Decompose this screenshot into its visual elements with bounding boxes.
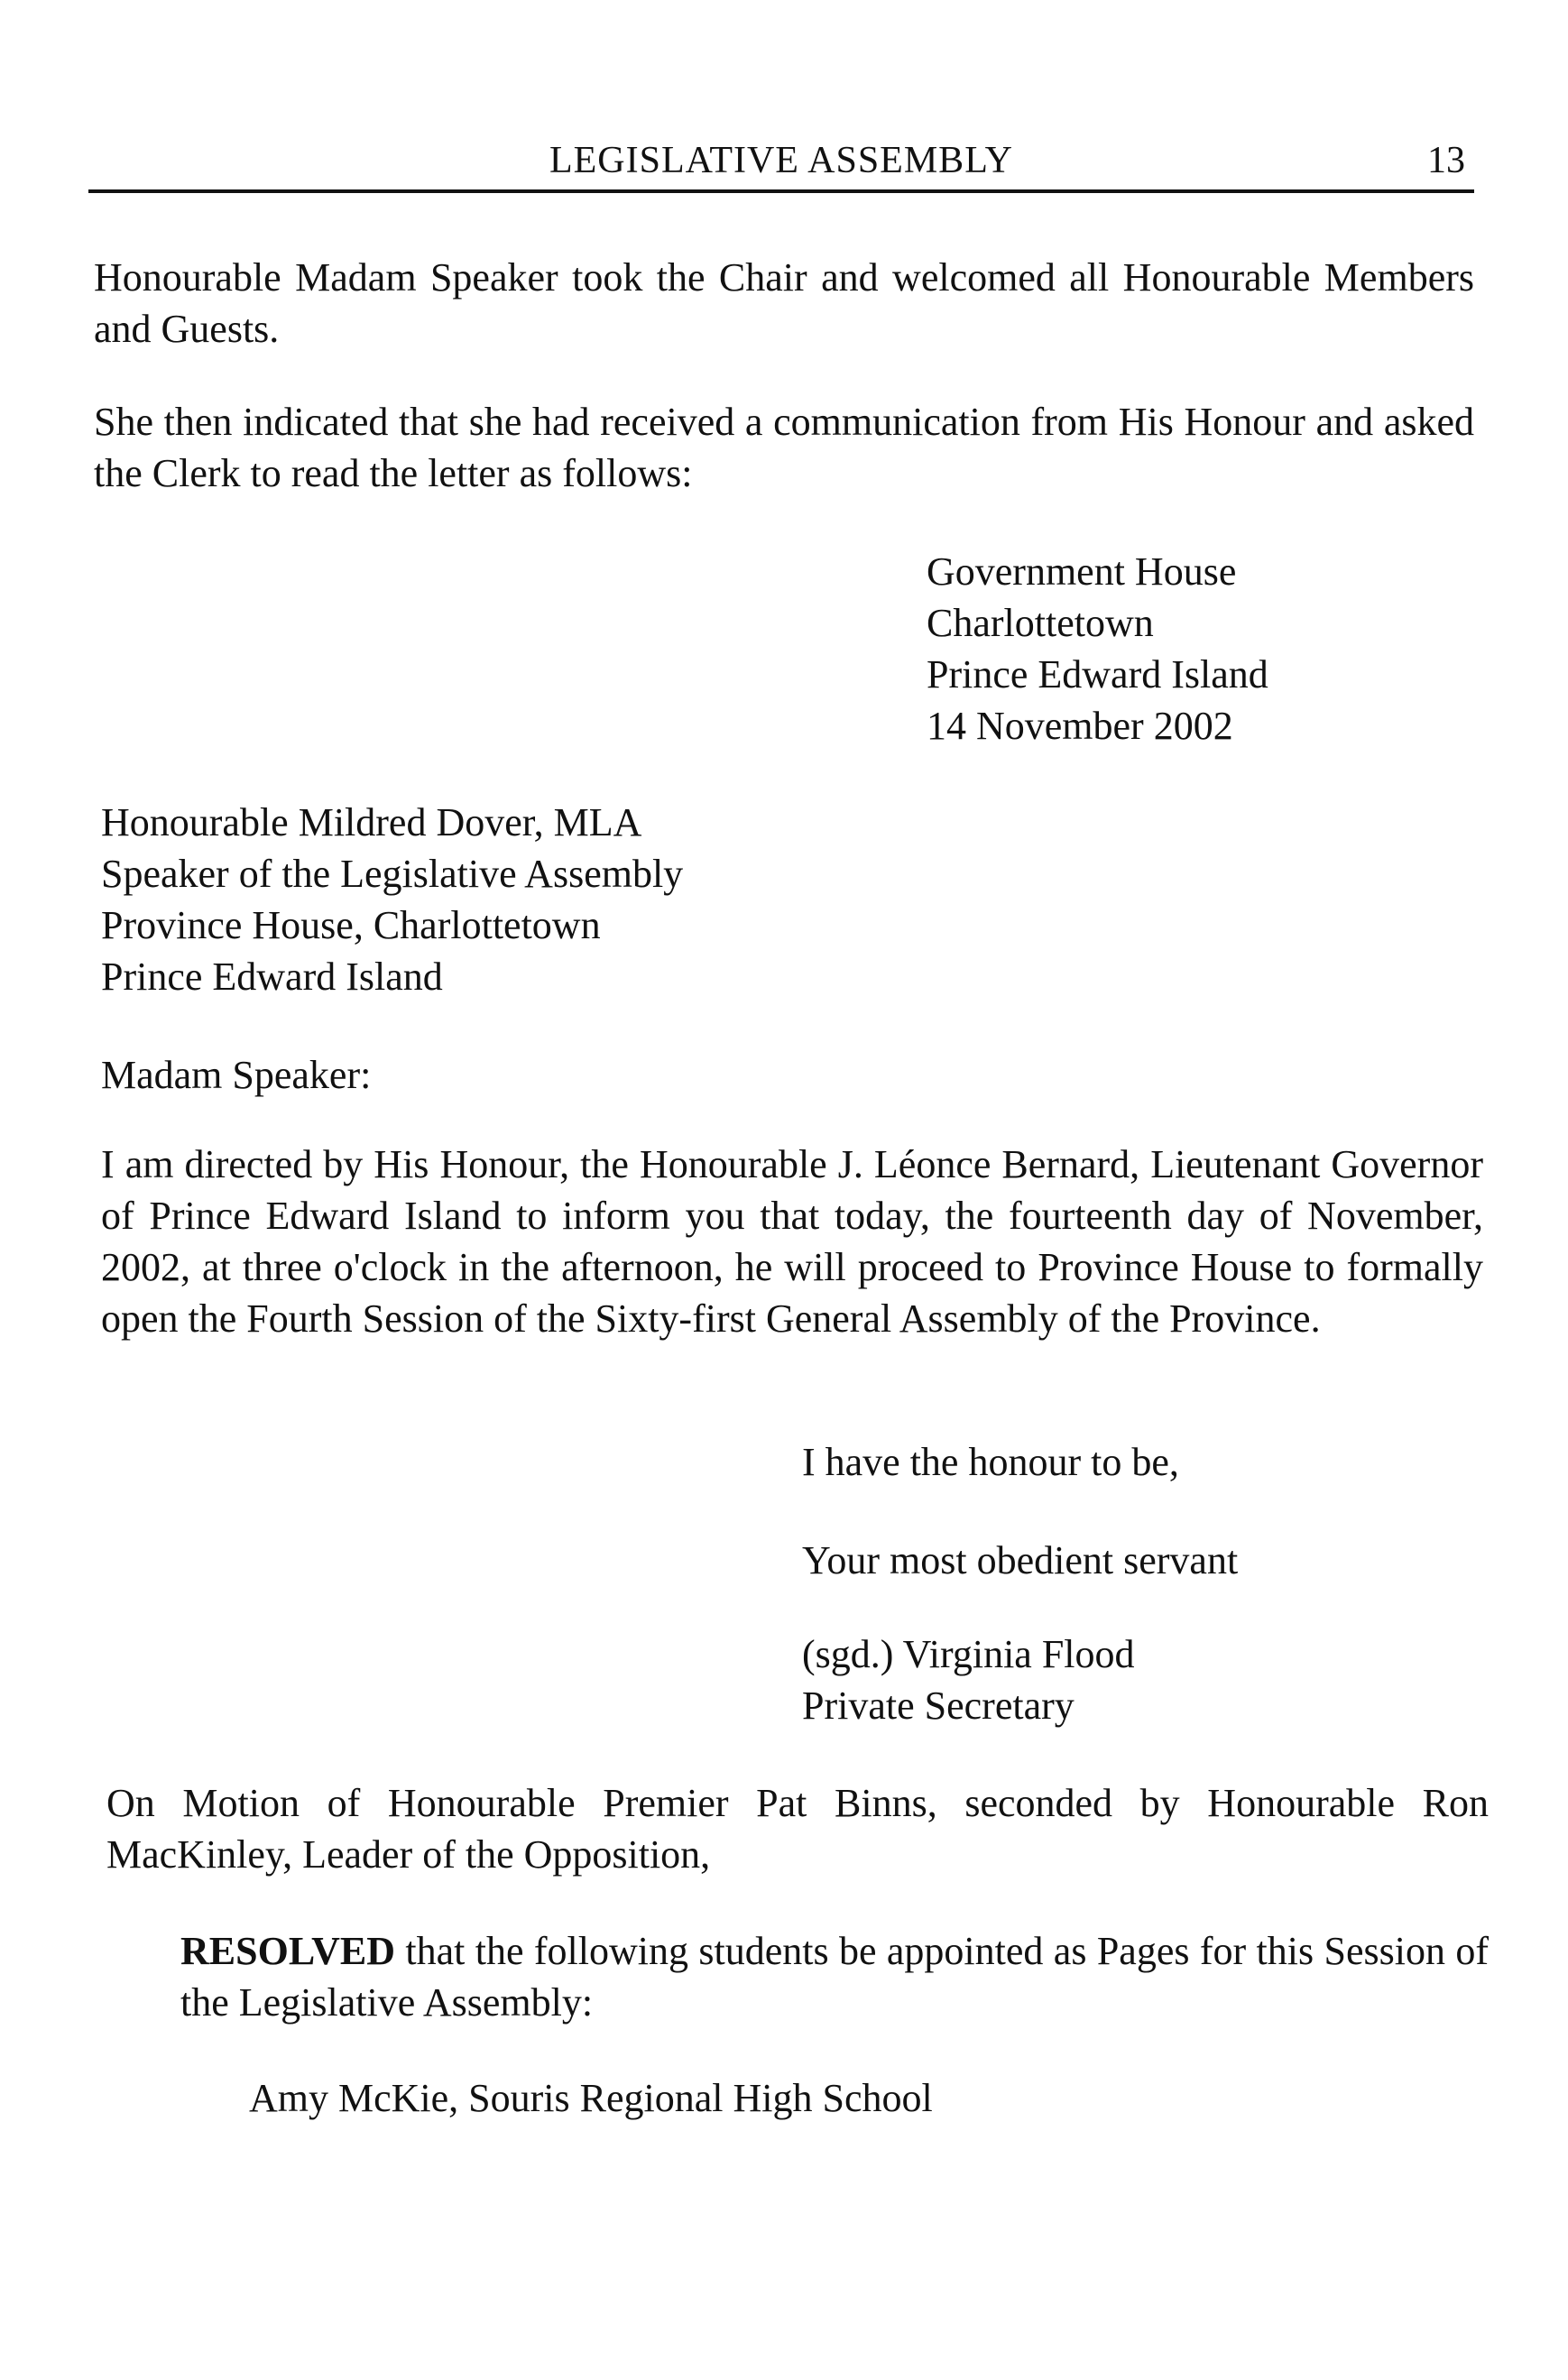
signature-name: (sgd.) Virginia Flood — [802, 1632, 1135, 1676]
paragraph-speaker-took-chair: Honourable Madam Speaker took the Chair and welcomed all Honourable Members and Guests. — [94, 255, 1474, 351]
sender-address — [927, 546, 1268, 752]
resolution-text: that the following students be appointed as Pages for this Session of the Legislative Assembly: — [180, 1929, 1489, 2025]
resolution-paragraph — [180, 1925, 1489, 2028]
resolved-keyword: RESOLVED — [180, 1929, 396, 1973]
page-number: 13 — [1427, 140, 1465, 181]
sender-address-line: Prince Edward Island — [927, 652, 1268, 696]
closing-line: Your most obedient servant — [802, 1538, 1239, 1582]
sender-address-line: Government House — [927, 549, 1237, 594]
signature-title: Private Secretary — [802, 1684, 1075, 1728]
recipient-address-line: Honourable Mildred Dover, MLA — [101, 800, 642, 844]
recipient-address-line: Speaker of the Legislative Assembly — [101, 852, 684, 896]
page-appointee: Amy McKie, Souris Regional High School — [249, 2076, 933, 2120]
letter-body: I am directed by His Honour, the Honourable J. Léonce Bernard, Lieutenant Governor of Prince Edward Island to inform you that today, the fourteenth day of November, 2002, at three o'clock in the afternoon, he will proceed to Province House to formally open the Fourth Session of the Sixty-first General Assembly of the Province. — [101, 1142, 1483, 1341]
header-rule — [88, 189, 1474, 193]
page-header — [88, 137, 1474, 191]
salutation: Madam Speaker: — [101, 1053, 372, 1097]
paragraph-communication: She then indicated that she had received a communication from His Honour and asked the Clerk to read the letter as follows: — [94, 400, 1474, 495]
letter-date: 14 November 2002 — [927, 704, 1233, 748]
recipient-address-line: Prince Edward Island — [101, 955, 443, 999]
signature-block — [802, 1628, 1135, 1731]
recipient-address-line: Province House, Charlottetown — [101, 903, 601, 947]
closing-line: I have the honour to be, — [802, 1440, 1179, 1484]
running-title: LEGISLATIVE ASSEMBLY — [549, 140, 1013, 181]
recipient-address — [101, 797, 683, 1002]
motion-paragraph: On Motion of Honourable Premier Pat Binns, seconded by Honourable Ron MacKinley, Leader of the Opposition, — [106, 1781, 1489, 1877]
sender-address-line: Charlottetown — [927, 601, 1154, 645]
